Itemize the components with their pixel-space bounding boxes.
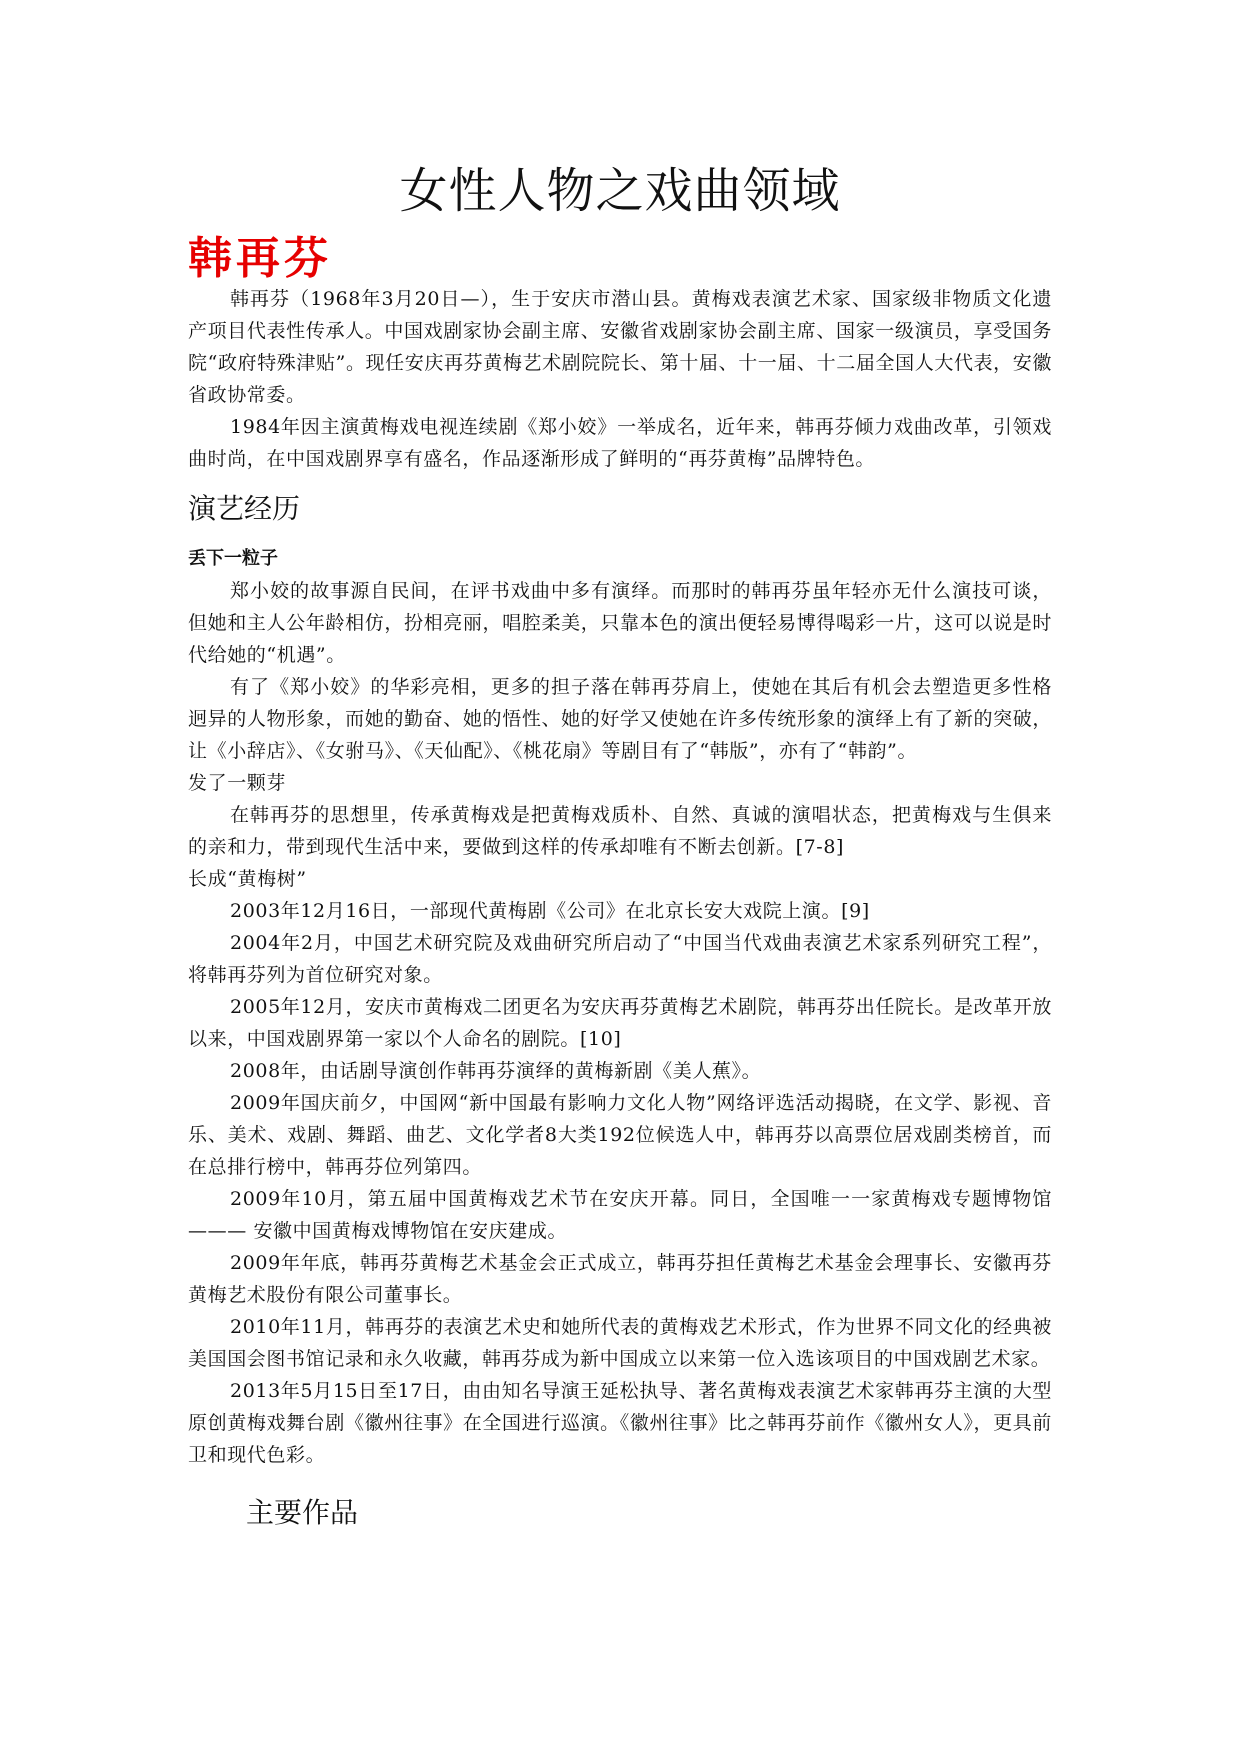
body-paragraph: 有了《郑小姣》的华彩亮相，更多的担子落在韩再芬肩上，使她在其后有机会去塑造更多性格迥异的人物形象，而她的勤奋、她的悟性、她的好学又使她在许多传统形象的演绎上有了新的突破，让《小辞店》、《女驸马》、《天仙配》、《桃花扇》等剧目有了“韩版”，亦有了“韩韵”。	[188, 676, 1052, 762]
person-name-heading: 韩再芬	[188, 233, 332, 284]
body-paragraph: 在韩再芬的思想里，传承黄梅戏是把黄梅戏质朴、自然、真诚的演唱状态，把黄梅戏与生俱来的亲和力，带到现代生活中来，要做到这样的传承却唯有不断去创新。[7-8]	[188, 804, 1052, 858]
body-paragraph: 2013年5月15日至17日，由由知名导演王延松执导、著名黄梅戏表演艺术家韩再芬主演的大型原创黄梅戏舞台剧《徽州往事》在全国进行巡演。《徽州往事》比之韩再芬前作《徽州女人》，更具前卫和现代色彩。	[188, 1380, 1052, 1466]
body-paragraph: 2009年国庆前夕，中国网“新中国最有影响力文化人物”网络评选活动揭晓，在文学、影视、音乐、美术、戏剧、舞蹈、曲艺、文化学者8大类192位候选人中，韩再芬以高票位居戏剧类榜首，而在总排行榜中，韩再芬位列第四。	[188, 1092, 1052, 1178]
body-paragraph: 2008年，由话剧导演创作韩再芬演绎的黄梅新剧《美人蕉》。	[230, 1060, 762, 1082]
body-paragraph: 2005年12月，安庆市黄梅戏二团更名为安庆再芬黄梅艺术剧院，韩再芬出任院长。是改革开放以来，中国戏剧界第一家以个人命名的剧院。[10]	[188, 996, 1052, 1050]
intro-paragraph: 1984年因主演黄梅戏电视连续剧《郑小姣》一举成名，近年来，韩再芬倾力戏曲改革，引领戏曲时尚，在中国戏剧界享有盛名，作品逐渐形成了鲜明的“再芬黄梅”品牌特色。	[188, 416, 1052, 470]
subsection-title: 丢下一粒子	[188, 548, 278, 569]
body-paragraph: 2003年12月16日，一部现代黄梅剧《公司》在北京长安大戏院上演。[9]	[230, 900, 870, 922]
document-body	[188, 283, 1052, 1547]
section-heading-works: 主要作品	[246, 1496, 359, 1529]
subsection-title: 发了一颗芽	[188, 772, 287, 794]
body-paragraph: 2009年年底，韩再芬黄梅艺术基金会正式成立，韩再芬担任黄梅艺术基金会理事长、安徽再芬黄梅艺术股份有限公司董事长。	[188, 1252, 1052, 1306]
section-heading-career: 演艺经历	[188, 492, 301, 525]
document-title: 女性人物之戏曲领域	[399, 163, 841, 219]
body-paragraph: 2010年11月，韩再芬的表演艺术史和她所代表的黄梅戏艺术形式，作为世界不同文化的经典被美国国会图书馆记录和永久收藏，韩再芬成为新中国成立以来第一位入选该项目的中国戏剧艺术家。	[188, 1316, 1052, 1370]
body-paragraph: 2004年2月，中国艺术研究院及戏曲研究所启动了“中国当代戏曲表演艺术家系列研究工程”，将韩再芬列为首位研究对象。	[188, 932, 1052, 986]
body-paragraph: 郑小姣的故事源自民间，在评书戏曲中多有演绎。而那时的韩再芬虽年轻亦无什么演技可谈，但她和主人公年龄相仿，扮相亮丽，唱腔柔美，只靠本色的演出便轻易博得喝彩一片，这可以说是时代给她的“机遇”。	[188, 580, 1052, 666]
intro-paragraph: 韩再芬（1968年3月20日—），生于安庆市潜山县。黄梅戏表演艺术家、国家级非物质文化遗产项目代表性传承人。中国戏剧家协会副主席、安徽省戏剧家协会副主席、国家一级演员，享受国务院“政府特殊津贴”。现任安庆再芬黄梅艺术剧院院长、第十届、十一届、十二届全国人大代表，安徽省政协常委。	[188, 288, 1052, 406]
subsection-title: 长成“黄梅树”	[188, 868, 307, 890]
body-paragraph: 2009年10月，第五届中国黄梅戏艺术节在安庆开幕。同日，全国唯一一家黄梅戏专题博物馆——— 安徽中国黄梅戏博物馆在安庆建成。	[188, 1188, 1052, 1242]
